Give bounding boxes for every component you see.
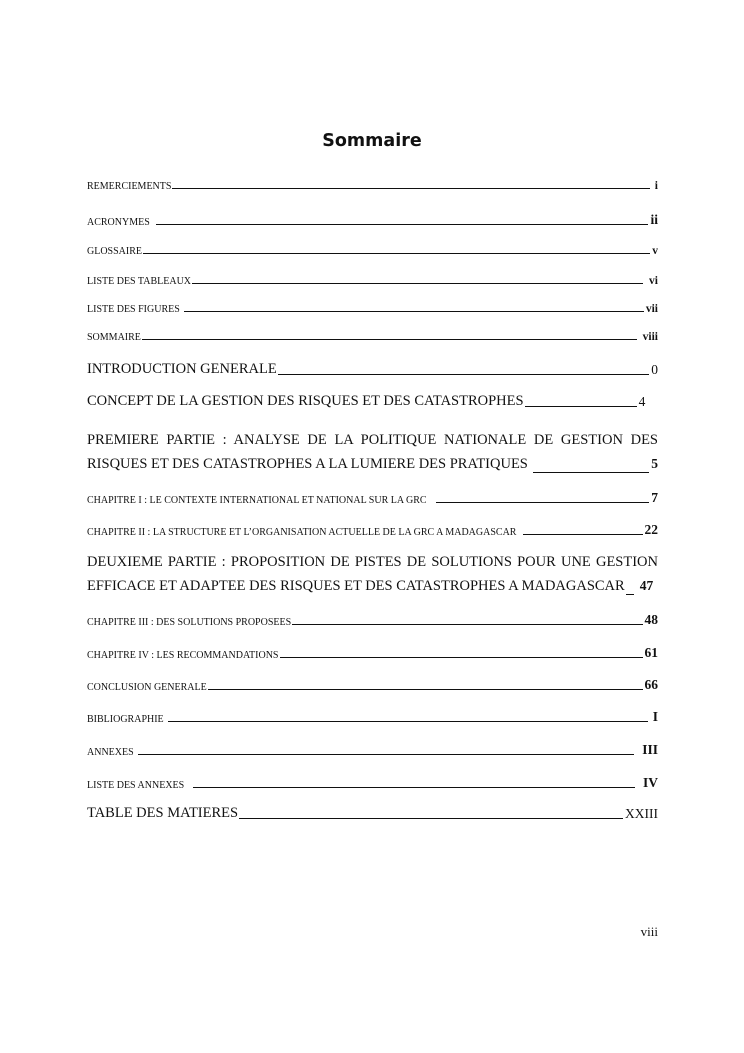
toc-leader [156,224,649,225]
toc-entry-glossaire[interactable] [87,245,658,257]
toc-page: 0 [651,362,658,377]
toc-label: ANNEXES [87,747,134,758]
toc-leader [533,472,649,473]
toc-page: 5 [651,456,658,471]
toc-page: 7 [651,490,658,505]
toc-page: i [654,180,658,192]
toc-leader [172,188,649,189]
toc-entry-remerciements[interactable] [87,180,658,192]
toc-leader [525,406,637,407]
toc-leader [278,374,650,375]
toc-label: CHAPITRE I : LE CONTEXTE INTERNATIONAL ET NATIONAL SUR LA GRC [87,495,427,506]
toc-entry-bibliographie[interactable] [87,709,658,725]
toc-leader [184,311,644,312]
toc-entry-concept[interactable] [87,393,645,410]
toc-label: LISTE DES ANNEXES [87,780,185,791]
toc-leader [142,339,637,340]
toc-entry-deuxieme-partie[interactable] [87,550,658,598]
toc-label: TABLE DES MATIERES [87,805,239,821]
toc-page: IV [642,775,658,790]
toc-leader [436,502,650,503]
toc-leader [138,754,635,755]
toc-entry-chapitre-4[interactable] [87,645,658,661]
toc-page: 48 [644,612,658,627]
toc-entry-premiere-partie[interactable] [87,428,658,476]
toc-page: 22 [644,522,658,537]
toc-label: CONCLUSION GENERALE [87,682,207,693]
toc-page: 66 [644,677,658,692]
toc-leader [523,534,642,535]
toc-entry-liste-des-tableaux[interactable] [87,275,658,287]
toc-page: viii [642,331,658,343]
toc-entry-chapitre-3[interactable] [87,612,658,628]
toc-page: 61 [644,645,658,660]
toc-leader [168,721,648,722]
toc-page: 47 [639,578,654,593]
toc-label: GLOSSAIRE [87,246,143,257]
toc-entry-liste-des-annexes[interactable] [87,775,658,791]
toc-label: LISTE DES FIGURES [87,304,180,315]
toc-label: REMERCIEMENTS [87,181,172,192]
toc-entry-introduction-generale[interactable] [87,361,658,378]
toc-leader [192,283,643,284]
toc-label-line2: RISQUES ET DES CATASTROPHES A LA LUMIERE DES PRATIQUES [87,456,528,472]
toc-label: CONCEPT DE LA GESTION DES RISQUES ET DES CATASTROPHES [87,393,524,409]
toc-leader [280,657,643,658]
page-number: viii [640,924,658,939]
toc-page: vi [649,275,658,287]
toc-entry-table-des-matieres[interactable] [87,805,658,822]
toc-leader [626,594,634,595]
toc-entry-annexes[interactable] [87,742,658,758]
toc-entry-sommaire[interactable] [87,331,658,343]
toc-label-line2: EFFICACE ET ADAPTEE DES RISQUES ET DES CATASTROPHES A MADAGASCAR [87,578,625,594]
toc-label: ACRONYMES [87,217,150,228]
toc-page: III [642,742,658,757]
toc-label: CHAPITRE III : DES SOLUTIONS PROPOSEES [87,617,292,628]
toc-leader [143,253,650,254]
toc-label-line1: DEUXIEME PARTIE : PROPOSITION DE PISTES DE SOLUTIONS POUR UNE GESTION [87,554,658,570]
toc-page: ii [650,212,658,227]
toc-page: I [652,709,658,724]
page-title: Sommaire [322,131,422,151]
toc-entry-chapitre-2[interactable] [87,522,658,538]
toc-label: BIBLIOGRAPHIE [87,714,164,725]
toc-page: v [652,245,658,257]
toc-entry-liste-des-figures[interactable] [87,303,658,315]
toc-entry-acronymes[interactable] [87,212,658,228]
toc-page: 4 [638,394,646,409]
toc-label: CHAPITRE IV : LES RECOMMANDATIONS [87,650,279,661]
toc-label-line1: PREMIERE PARTIE : ANALYSE DE LA POLITIQUE NATIONALE DE GESTION DES [87,432,658,448]
toc-leader [292,624,642,625]
toc-entry-conclusion-generale[interactable] [87,677,658,693]
toc-leader [193,787,635,788]
toc-page: vii [645,303,658,315]
toc-leader [208,689,643,690]
toc-label: INTRODUCTION GENERALE [87,361,277,377]
toc-leader [239,818,623,819]
toc-page: XXIII [625,806,658,821]
toc-label: LISTE DES TABLEAUX [87,276,192,287]
toc-entry-chapitre-1[interactable] [87,490,658,506]
toc-label: SOMMAIRE [87,332,141,343]
toc-label: CHAPITRE II : LA STRUCTURE ET L’ORGANISATION ACTUELLE DE LA GRC A MADAGASCAR [87,527,517,538]
